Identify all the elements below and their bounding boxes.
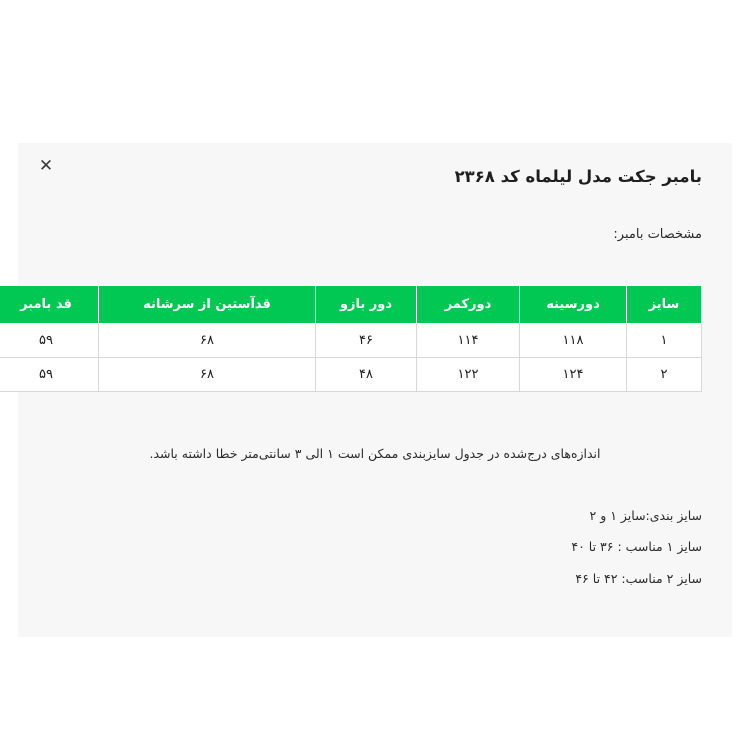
table-header-cell: قدآستین از سرشانه: [99, 286, 316, 324]
table-cell: ۶۸: [99, 358, 316, 392]
table-header-cell: سایز: [627, 286, 702, 324]
table-cell: ۱: [627, 324, 702, 358]
table-cell: ۲: [627, 358, 702, 392]
table-header-cell: دورکمر: [417, 286, 520, 324]
sizing-info-list: [48, 500, 702, 594]
table-cell: ۱۲۴: [520, 358, 627, 392]
page-title: بامبر جکت مدل لیلماه کد ۲۳۶۸: [454, 167, 702, 186]
table-header-cell: دورسینه: [520, 286, 627, 324]
table-cell: ۵۹: [0, 358, 99, 392]
measurement-tolerance-note: اندازه‌های درج‌شده در جدول سایزبندی ممکن است ۱ الی ۳ سانتی‌متر خطا داشته باشد.: [149, 446, 601, 461]
table-cell: ۴۶: [316, 324, 417, 358]
list-item: سایز ۲ مناسب: ۴۲ تا ۴۶: [575, 570, 702, 586]
list-item: سایز ۱ مناسب : ۳۶ تا ۴۰: [571, 539, 702, 555]
table-row: [0, 358, 702, 392]
table-cell: ۱۱۸: [520, 324, 627, 358]
specs-subtitle: مشخصات بامبر:: [613, 227, 702, 242]
table-header-cell: دور بازو: [316, 286, 417, 324]
table-row: [0, 324, 702, 358]
table-header-cell: قد بامبر: [0, 286, 99, 324]
list-item: سایز بندی:سایز ۱ و ۲: [589, 508, 702, 523]
table-cell: ۱۲۲: [417, 358, 520, 392]
table-cell: ۵۹: [0, 324, 99, 358]
table-cell: ۴۸: [316, 358, 417, 392]
table-cell: ۶۸: [99, 324, 316, 358]
close-icon[interactable]: ✕: [32, 151, 60, 179]
size-guide-modal: [18, 143, 732, 637]
table-cell: ۱۱۴: [417, 324, 520, 358]
table-header-row: [0, 286, 702, 324]
size-table: [0, 285, 702, 392]
